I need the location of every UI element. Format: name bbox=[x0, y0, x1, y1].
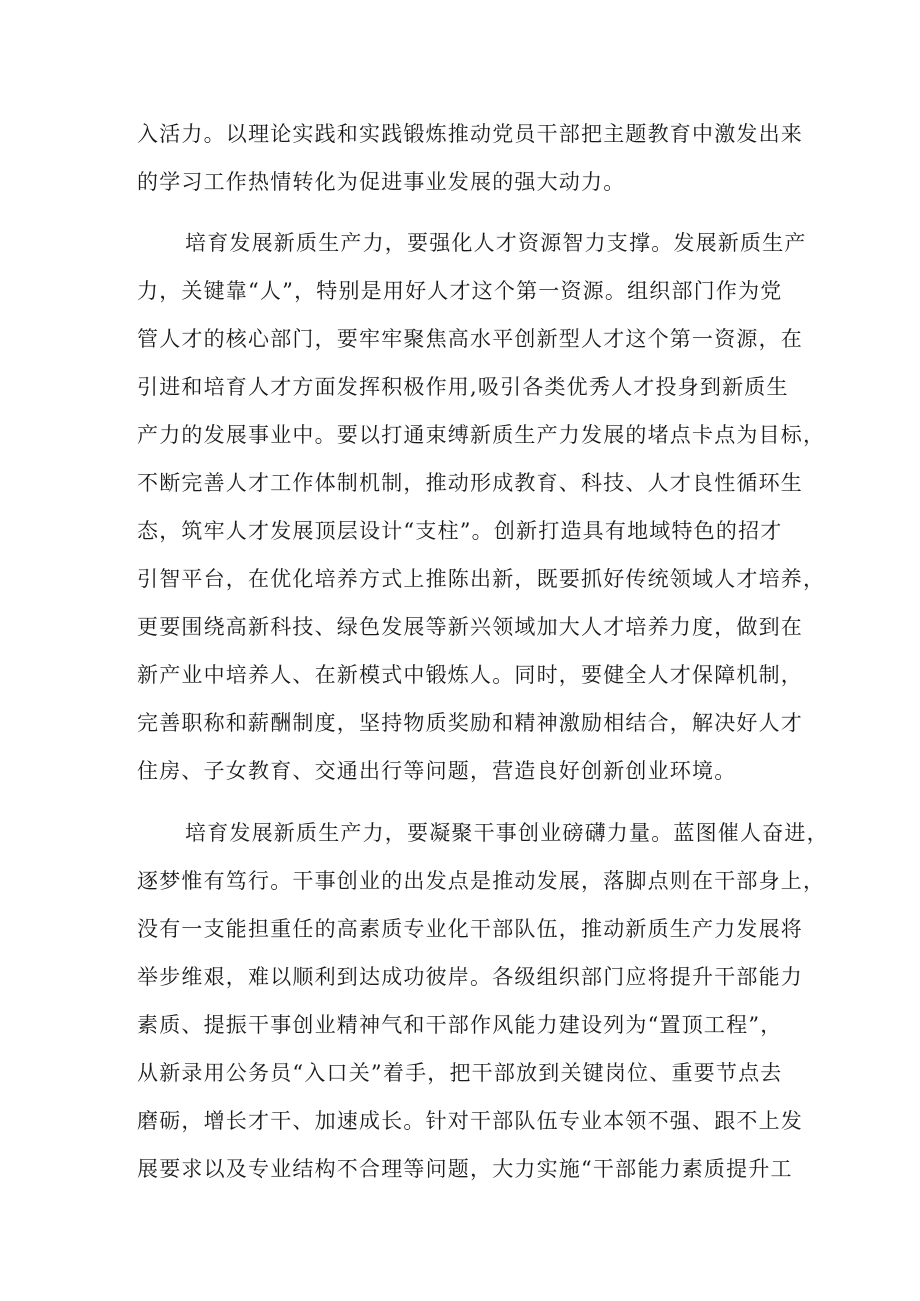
text-line-17: 没有一支能担重任的高素质专业化干部队伍，推动新质生产力发展将 bbox=[137, 917, 803, 941]
text-line-10: 引智平台，在优化培养方式上推陈出新，既要抓好传统领域人才培养， bbox=[137, 567, 826, 591]
text-line-8: 不断完善人才工作体制机制，推动形成教育、科技、人才良性循环生 bbox=[137, 471, 803, 495]
text-line-16: 逐梦惟有笃行。干事创业的出发点是推动发展，落脚点则在干部身上， bbox=[137, 869, 826, 893]
text-line-18: 举步维艰，难以顺利到达成功彼岸。各级组织部门应将提升干部能力 bbox=[137, 965, 803, 989]
text-line-13: 完善职称和薪酬制度，坚持物质奖励和精神激励相结合，解决好人才 bbox=[137, 711, 803, 735]
text-line-2: 的学习工作热情转化为促进事业发展的强大动力。 bbox=[137, 170, 626, 194]
paragraph-2-first-line: 培育发展新质生产力，要凝聚干事创业磅礴力量。蓝图催人奋进， bbox=[185, 821, 829, 845]
text-line-22: 展要求以及专业结构不合理等问题，大力实施“干部能力素质提升工 bbox=[137, 1157, 793, 1181]
text-line-21: 磨砺，增长才干、加速成长。针对干部队伍专业本领不强、跟不上发 bbox=[137, 1109, 803, 1133]
text-line-9: 态，筑牢人才发展顶层设计“支柱”。创新打造具有地域特色的招才 bbox=[137, 519, 783, 543]
text-line-4: 力，关键靠“人”，特别是用好人才这个第一资源。组织部门作为党 bbox=[137, 279, 783, 303]
text-line-20: 从新录用公务员“入口关”着手，把干部放到关键岗位、重要节点去 bbox=[137, 1061, 783, 1085]
text-line-7: 产力的发展事业中。要以打通束缚新质生产力发展的堵点卡点为目标， bbox=[137, 423, 826, 447]
text-line-11: 更要围绕高新科技、绿色发展等新兴领域加大人才培养力度，做到在 bbox=[137, 615, 803, 639]
text-line-6: 引进和培育人才方面发挥积极作用,吸引各类优秀人才投身到新质生 bbox=[137, 375, 789, 399]
text-line-14: 住房、子女教育、交通出行等问题，营造良好创新创业环境。 bbox=[137, 759, 737, 783]
text-line-1: 入活力。以理论实践和实践锻炼推动党员干部把主题教育中激发出来 bbox=[137, 122, 803, 146]
text-line-5: 管人才的核心部门，要牢牢聚焦高水平创新型人才这个第一资源，在 bbox=[137, 327, 803, 351]
paragraph-1-first-line: 培育发展新质生产力，要强化人才资源智力支撑。发展新质生产 bbox=[185, 231, 807, 255]
text-line-12: 新产业中培养人、在新模式中锻炼人。同时，要健全人才保障机制， bbox=[137, 663, 803, 687]
text-line-19: 素质、提振干事创业精神气和干部作风能力建设列为“置顶工程”， bbox=[137, 1013, 783, 1037]
